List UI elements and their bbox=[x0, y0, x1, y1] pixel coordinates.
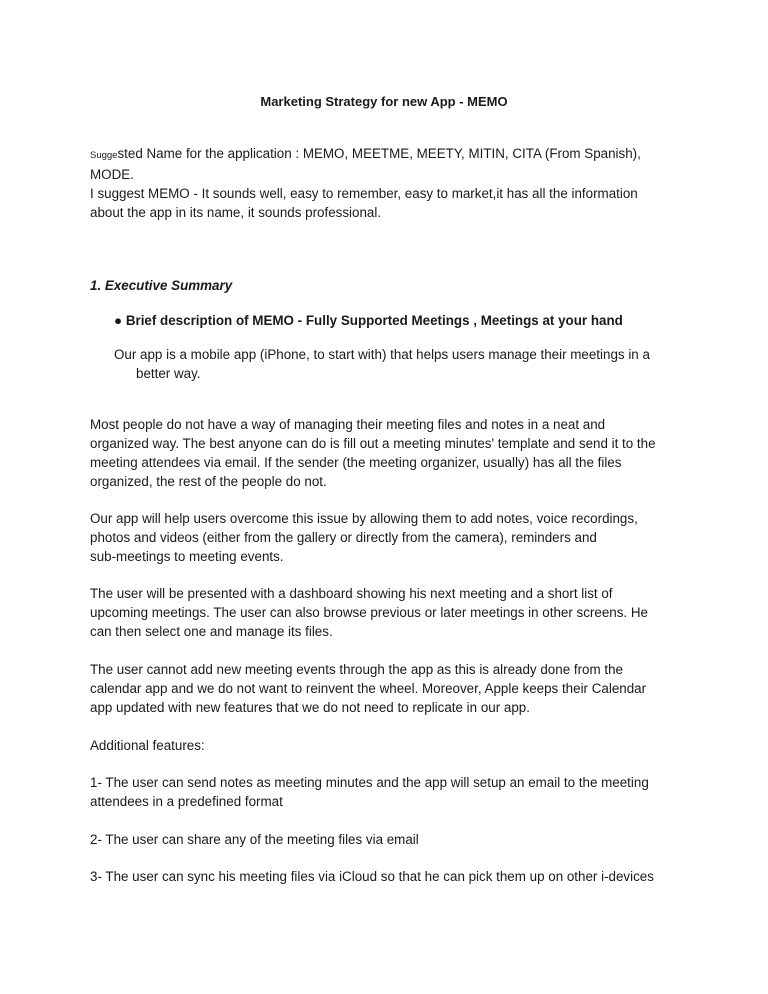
paragraph-line: The user cannot add new meeting events through the app as this is already done from the bbox=[90, 662, 623, 677]
paragraph-line: The user will be presented with a dashboard showing his next meeting and a short list of bbox=[90, 586, 613, 601]
intro-line-3: I suggest MEMO - It sounds well, easy to remember, easy to market,it has all the information bbox=[90, 186, 638, 201]
bullet-item-brief-description bbox=[114, 311, 623, 330]
additional-features-label bbox=[90, 736, 690, 755]
body-paragraph-3 bbox=[90, 584, 690, 641]
intro-line-4: about the app in its name, it sounds professional. bbox=[90, 205, 382, 220]
body-paragraph-2 bbox=[90, 509, 690, 566]
bullet-icon: ● bbox=[114, 313, 123, 328]
paragraph-line: 1- The user can send notes as meeting minutes and the app will setup an email to the meeting bbox=[90, 775, 649, 790]
feature-item-3 bbox=[90, 867, 690, 886]
intro-line-1-text: sted Name for the application : MEMO, MEETME, MEETY, MITIN, CITA (From Spanish), bbox=[117, 146, 641, 161]
paragraph-line: calendar app and we do not want to reinvent the wheel. Moreover, Apple keeps their Calendar bbox=[90, 681, 647, 696]
paragraph-line: can then select one and manage its files. bbox=[90, 624, 333, 639]
feature-item-1 bbox=[90, 773, 690, 811]
bullet-body-line-2: better way. bbox=[136, 366, 201, 381]
intro-small-prefix: Sugge bbox=[90, 150, 118, 161]
body-paragraph-4 bbox=[90, 660, 690, 717]
paragraph-line: meeting attendees via email. If the sender (the meeting organizer, usually) has all the files bbox=[90, 455, 622, 470]
paragraph-line: attendees in a predefined format bbox=[90, 794, 283, 809]
paragraph-line: app updated with new features that we do not need to replicate in our app. bbox=[90, 700, 530, 715]
bullet-body-line-1: Our app is a mobile app (iPhone, to start with) that helps users manage their meetings in a bbox=[114, 347, 650, 362]
bullet-title-text: Brief description of MEMO - Fully Supported Meetings , Meetings at your hand bbox=[125, 313, 623, 328]
intro-line-1 bbox=[90, 144, 690, 165]
paragraph-line: Our app will help users overcome this issue by allowing them to add notes, voice recordings, bbox=[90, 511, 638, 526]
document-title: Marketing Strategy for new App - MEMO bbox=[260, 94, 508, 109]
section-heading-executive-summary: 1. Executive Summary bbox=[90, 278, 233, 293]
feature-item-2 bbox=[90, 830, 690, 849]
body-paragraph-1 bbox=[90, 415, 690, 491]
paragraph-line: 3- The user can sync his meeting files via iCloud so that he can pick them up on other i-devices bbox=[90, 869, 654, 884]
paragraph-line: Most people do not have a way of managing their meeting files and notes in a neat and bbox=[90, 417, 606, 432]
paragraph-line: organized way. The best anyone can do is fill out a meeting minutes' template and send it to the bbox=[90, 436, 656, 451]
paragraph-line: 2- The user can share any of the meeting files via email bbox=[90, 832, 419, 847]
paragraph-line: sub-meetings to meeting events. bbox=[90, 549, 284, 564]
bullet-body bbox=[114, 345, 694, 383]
intro-line-2: MODE. bbox=[90, 167, 134, 182]
paragraph-line: organized, the rest of the people do not. bbox=[90, 474, 327, 489]
paragraph-line: upcoming meetings. The user can also browse previous or later meetings in other screens. He bbox=[90, 605, 648, 620]
paragraph-line: photos and videos (either from the gallery or directly from the camera), reminders and bbox=[90, 530, 597, 545]
paragraph-line: Additional features: bbox=[90, 738, 205, 753]
intro-paragraph bbox=[90, 144, 690, 222]
